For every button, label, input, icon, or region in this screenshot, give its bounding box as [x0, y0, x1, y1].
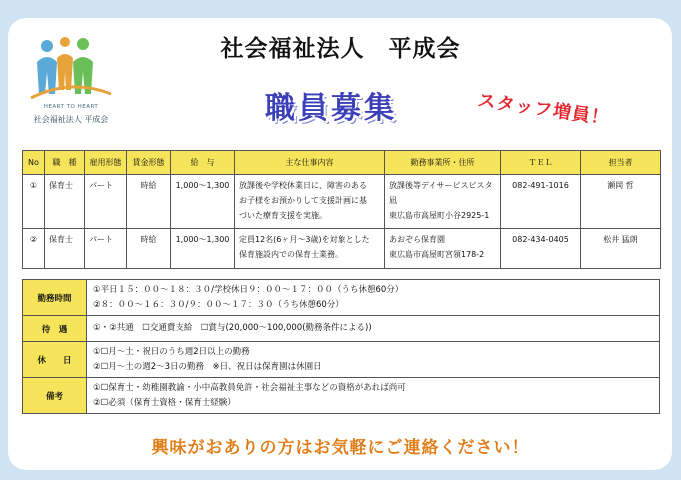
info-line: ②８：００～１６：３０/９：００～１７：３０（うち休憩60分） [93, 299, 344, 310]
remarks-row [23, 378, 660, 414]
contact-person: 松井 猛朗 [581, 229, 661, 269]
office-address-line: 東広島市高屋町宮領178-2 [389, 250, 485, 259]
working-hours-label: 勤務時間 [23, 280, 87, 316]
salary: 1,000～1,300 [171, 229, 235, 269]
holidays-row [23, 342, 660, 378]
phone-number: 082-434-0405 [501, 229, 581, 269]
info-line: ①☐月～土・祝日のうち週2日以上の勤務 [93, 346, 250, 357]
office-name: あおぞら保育園 [389, 235, 445, 244]
remarks-value [87, 378, 660, 414]
conditions-table [22, 279, 660, 414]
info-line: ②☐必須（保育士資格・保育士経験） [93, 397, 236, 408]
duties-line: づいた療育支援を実施。 [239, 211, 327, 220]
office-address [385, 229, 501, 269]
benefits-value [87, 316, 660, 342]
holidays-label: 休 日 [23, 342, 87, 378]
job-listing-table [22, 150, 661, 269]
column-header: 給 与 [171, 151, 235, 175]
logo-org-name: 社会福祉法人 平成会 [33, 115, 109, 124]
wage-form: 時給 [127, 175, 171, 229]
staff-increase-sticker: スタッフ増員！ [476, 90, 611, 130]
column-header: No [23, 151, 45, 175]
column-header: 担当者 [581, 151, 661, 175]
holidays-value [87, 342, 660, 378]
column-header: 勤務事業所・住所 [385, 151, 501, 175]
office-address-line: 東広島市高屋町小谷2925-1 [389, 211, 490, 220]
remarks-label: 備考 [23, 378, 87, 414]
contact-person: 瀬岡 哲 [581, 175, 661, 229]
contact-invitation: 興味がおありの方はお気軽にご連絡ください！ [151, 438, 530, 458]
wage-form: 時給 [127, 229, 171, 269]
table-header-row [23, 151, 661, 175]
job-duties [235, 175, 385, 229]
column-header: ＴＥＬ [501, 151, 581, 175]
duties-line: 放課後や学校休業日に、障害のある [239, 181, 367, 190]
job-type: 保育士 [45, 175, 85, 229]
info-line: ①☐保育士・幼稚園教諭・小中高教員免許・社会福祉主事などの資格があれば尚可 [93, 382, 406, 393]
logo-tagline: HEART TO HEART [43, 104, 99, 110]
working-hours-value [87, 280, 660, 316]
salary: 1,000～1,300 [171, 175, 235, 229]
duties-line: 定員12名(6ヶ月～3歳)を対象とした [239, 235, 370, 244]
working-hours-row [23, 280, 660, 316]
info-line: ①平日１５：００～１８：３０/学校休日９：００～１７：００（うち休憩60分） [93, 284, 404, 295]
office-address [385, 175, 501, 229]
table-row [23, 175, 661, 229]
employment-type: パート [85, 229, 127, 269]
duties-line: お子様をお預かりして支援計画に基 [239, 196, 367, 205]
info-line: ①・②共通 ☐交通費支給 ☐賞与(20,000～100,000(勤務条件による)) [93, 323, 372, 333]
table-row [23, 229, 661, 269]
duties-line: 保育施設内での保育士業務。 [239, 250, 343, 259]
column-header: 雇用形態 [85, 151, 127, 175]
benefits-label: 待 遇 [23, 316, 87, 342]
job-duties [235, 229, 385, 269]
employment-type: パート [85, 175, 127, 229]
row-number: ① [23, 175, 45, 229]
phone-number: 082-491-1016 [501, 175, 581, 229]
benefits-row [23, 316, 660, 342]
column-header: 主な仕事内容 [235, 151, 385, 175]
info-line: ②☐月～土の週2～3日の勤務 ※日、祝日は保育園は休園日 [93, 361, 322, 372]
row-number: ② [23, 229, 45, 269]
job-type: 保育士 [45, 229, 85, 269]
organization-name: 社会福祉法人 平成会 [220, 36, 461, 62]
column-header: 賃金形態 [127, 151, 171, 175]
column-header: 職 種 [45, 151, 85, 175]
recruitment-headline: 職員募集 [265, 91, 397, 126]
office-name: 放課後等デイサービスビスタ凪 [389, 181, 493, 205]
